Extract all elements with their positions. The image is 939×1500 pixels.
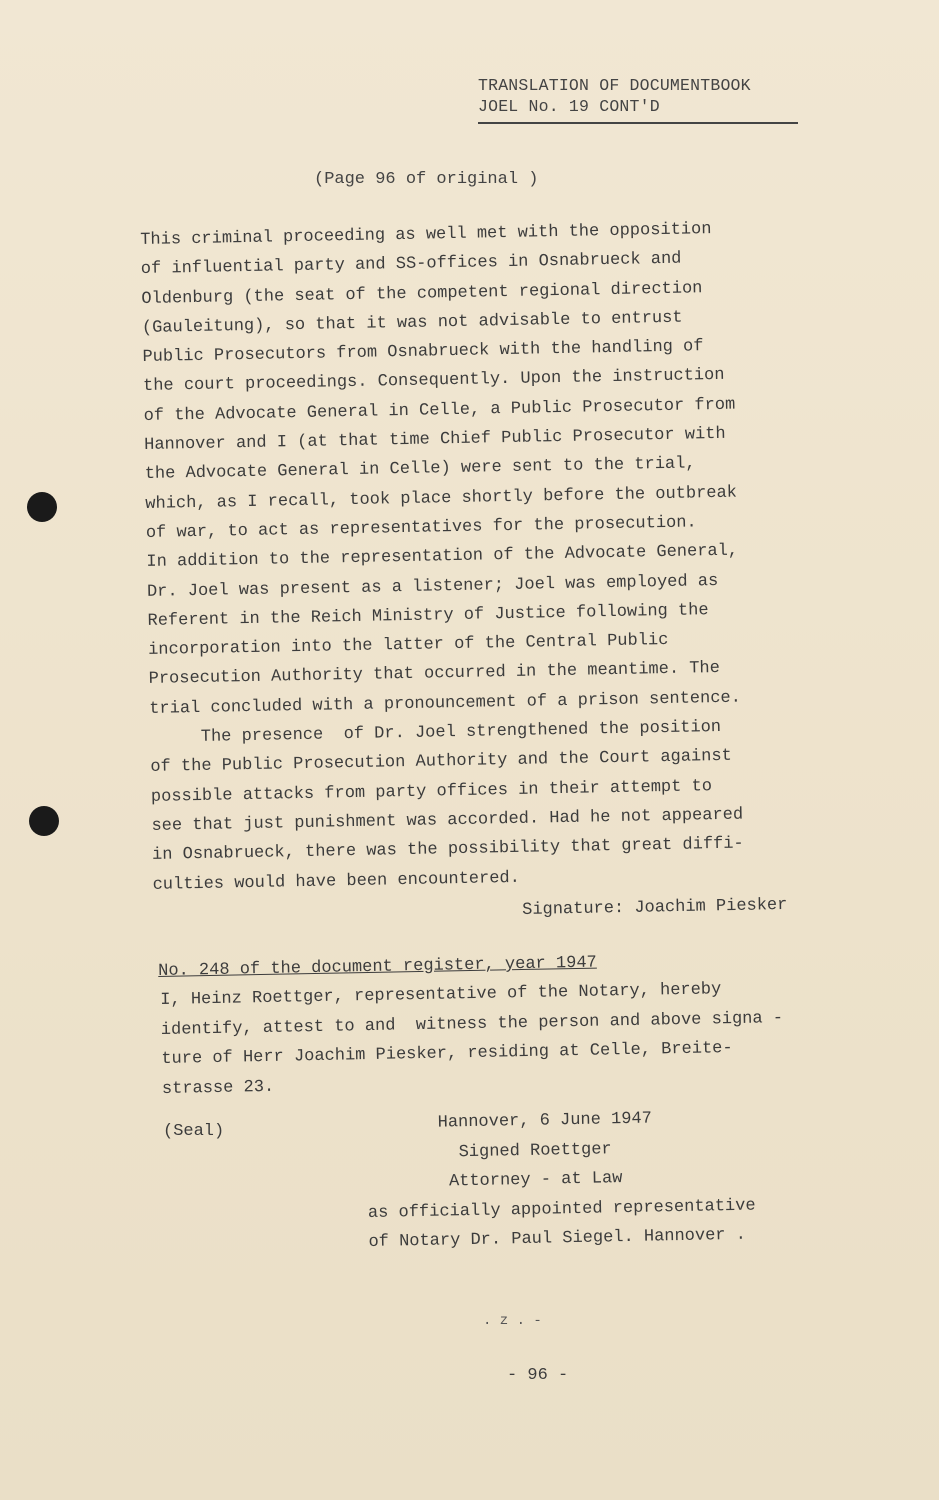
sign-block-line: Signed Roettger — [366, 1139, 612, 1164]
body-line: This criminal proceeding as well met with the opposition — [140, 220, 712, 250]
notary-line: ture of Herr Joachim Piesker, residing at Celle, Breite- — [161, 1039, 733, 1069]
header-rule — [478, 122, 798, 124]
body-line: The presence of Dr. Joel strengthened the position — [149, 717, 722, 748]
header-line-2: JOEL No. 19 CONT'D — [478, 97, 660, 116]
body-line: the court proceedings. Consequently. Upon the instruction — [142, 366, 725, 397]
body-line: the Advocate General in Celle) were sent to the trial, — [144, 454, 696, 485]
body-line: which, as I recall, took place shortly before the outbreak — [145, 483, 738, 514]
body-line: trial concluded with a pronouncement of a prison sentence. — [149, 688, 742, 719]
notary-sign-block — [366, 1103, 756, 1258]
body-line: (Gauleitung), so that it was not advisable to entrust — [141, 308, 683, 338]
sign-block-line: of Notary Dr. Paul Siegel. Hannover . — [368, 1225, 747, 1252]
notary-line: strasse 23. — [161, 1077, 275, 1099]
body-text — [140, 213, 853, 900]
body-line: possible attacks from party offices in their attempt to — [150, 776, 713, 807]
notary-attestation — [160, 972, 882, 1104]
body-line: Referent in the Reich Ministry of Justice following the — [147, 601, 709, 631]
body-line: In addition to the representation of the Advocate General, — [146, 541, 739, 573]
body-line: of influential party and SS-offices in Osnabrueck and — [140, 249, 682, 280]
register-heading: No. 248 of the document register, year 1947 — [158, 953, 597, 981]
body-line: see that just punishment was accorded. Had he not appeared — [151, 805, 744, 836]
notary-line: I, Heinz Roettger, representative of the Notary, hereby — [160, 980, 722, 1010]
sign-block-line: Hannover, 6 June 1947 — [366, 1109, 653, 1134]
body-line: Prosecution Authority that occurred in the meantime. The — [148, 659, 721, 690]
body-line: in Osnabrueck, there was the possibility that great diffi- — [151, 834, 744, 866]
body-line: Oldenburg (the seat of the competent regional direction — [141, 278, 703, 309]
page-number: - 96 - — [507, 1366, 569, 1385]
seal-label: (Seal) — [163, 1122, 225, 1141]
body-line: of the Public Prosecution Authority and the Court against — [150, 747, 732, 778]
body-line: of war, to act as representatives for the prosecution. — [145, 513, 697, 543]
stray-marks: . z . - — [483, 1313, 542, 1329]
body-line: culties would have been encountered. — [152, 868, 521, 895]
body-line: incorporation into the latter of the Central Public — [147, 631, 669, 661]
punch-hole-top — [27, 492, 57, 522]
body-line: Dr. Joel was present as a listener; Joel was employed as — [146, 571, 719, 602]
document-header — [478, 75, 751, 117]
punch-hole-bottom — [29, 806, 59, 836]
signature: Signature: Joachim Piesker — [522, 895, 788, 920]
body-line: of the Advocate General in Celle, a Public Prosecutor from — [143, 395, 736, 426]
sign-block-line: as officially appointed representative — [367, 1196, 756, 1223]
sign-block-line: Attorney - at Law — [367, 1169, 623, 1193]
body-line: Public Prosecutors from Osnabrueck with the handling of — [142, 337, 704, 368]
body-line: Hannover and I (at that time Chief Public Prosecutor with — [144, 424, 726, 456]
header-line-1: TRANSLATION OF DOCUMENTBOOK — [478, 76, 751, 95]
notary-line: identify, attest to and witness the person and above signa - — [160, 1008, 784, 1040]
page-reference: (Page 96 of original ) — [314, 170, 539, 189]
